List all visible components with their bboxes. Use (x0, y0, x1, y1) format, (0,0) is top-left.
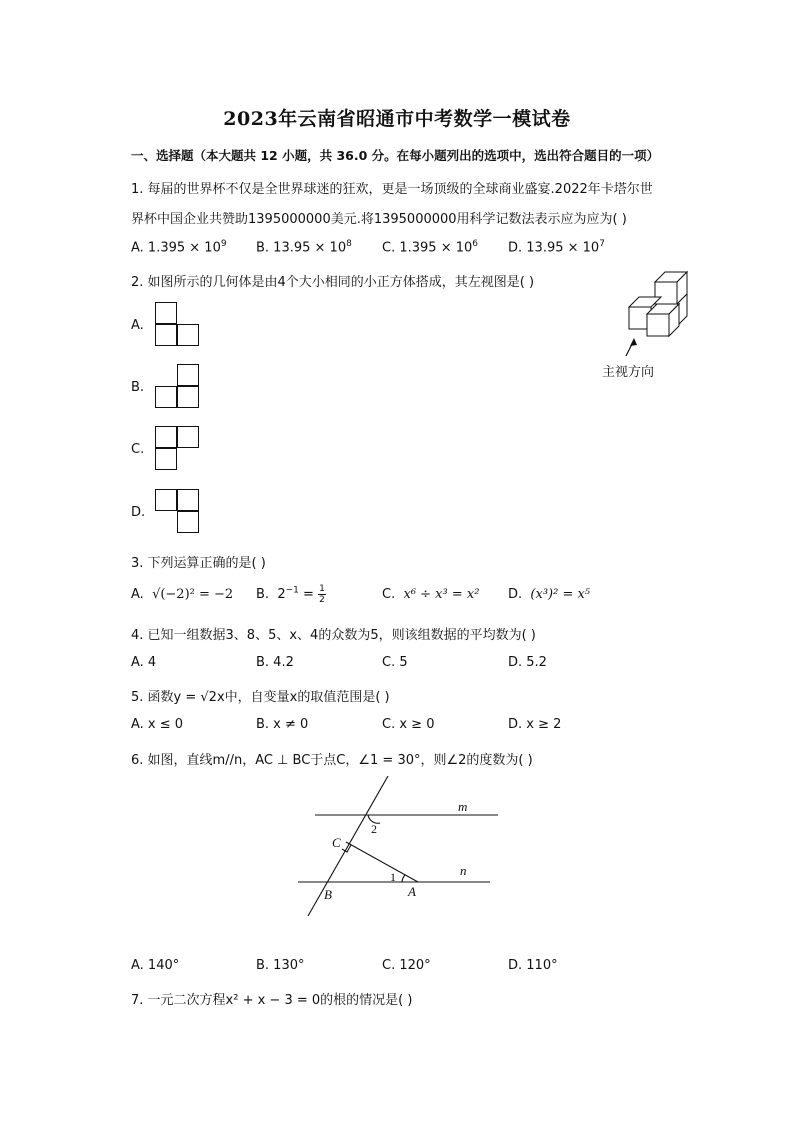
q2-option-c-label: C. (131, 442, 145, 457)
section-heading: 一、选择题（本大题共 12 小题，共 36.0 分。在每小题列出的选项中，选出符合题目的一项） (131, 148, 660, 163)
q6-option-a: A. 140° (131, 958, 180, 973)
q4-option-c: C. 5 (382, 655, 408, 670)
q1-option-d: D. $13.95 \times 10^7$ (508, 239, 605, 256)
q2-figure-caption: 主视方向 (602, 365, 655, 380)
q3-option-c: C. x⁶ ÷ x³ = x² (382, 587, 480, 602)
label-angle-1: 1 (390, 870, 396, 884)
label-angle-2: 2 (371, 822, 377, 836)
q2-option-d-label: D. (131, 505, 146, 520)
q5-option-c: C. x ≥ 0 (382, 717, 435, 732)
q4-text: 4. 已知一组数据3、8、5、x、4的众数为5，则该组数据的平均数为( ) (131, 628, 536, 643)
q5-option-b: B. x ≠ 0 (256, 717, 309, 732)
q1-option-b: B. $13.95 \times 10^8$ (256, 239, 352, 256)
q1-line2: 界杯中国企业共赞助1395000000美元.将1395000000用科学记数法表示应为应为( ) (131, 212, 627, 227)
q3-text: 3. 下列运算正确的是( ) (131, 556, 266, 571)
q2-option-a-label: A. (131, 318, 144, 333)
q6-option-c: C. 120° (382, 958, 431, 973)
q3-option-a: A. √(−2)² = −2 (131, 587, 234, 602)
q5-option-d: D. x ≥ 2 (508, 717, 562, 732)
label-n: n (460, 863, 467, 878)
q1-option-c: C. $1.395 \times 10^6$ (382, 239, 478, 256)
q6-option-b: B. 130° (256, 958, 305, 973)
page-title: 2023年云南省昭通市中考数学一模试卷 (223, 108, 571, 130)
label-m: m (458, 799, 468, 814)
q6-option-d: D. 110° (508, 958, 558, 973)
label-c: C (332, 835, 341, 850)
q1-option-a: A. $1.395 \times 10^9$ (131, 239, 227, 256)
label-b: B (324, 887, 332, 902)
q5-option-a: A. x ≤ 0 (131, 717, 184, 732)
q4-option-d: D. 5.2 (508, 655, 547, 670)
q2-option-c-figure (155, 426, 203, 474)
q1-line1: 1. 每届的世界杯不仅是全世界球迷的狂欢，更是一场顶级的全球商业盛宴.2022年卡塔尔世 (131, 182, 653, 197)
view-direction-arrow-icon (620, 334, 650, 360)
q4-option-b: B. 4.2 (256, 655, 294, 670)
q6-geometry-figure (290, 776, 505, 921)
q3-option-d: D. (x³)² = x⁵ (508, 587, 591, 602)
q2-option-b-figure (155, 364, 203, 412)
q2-option-b-label: B. (131, 380, 145, 395)
q6-text: 6. 如图，直线m//n，AC ⊥ BC于点C，∠1 = 30°，则∠2的度数为( ) (131, 753, 533, 768)
q7-text: 7. 一元二次方程x² + x − 3 = 0的根的情况是( ) (131, 993, 413, 1008)
q3-option-b: B. $2^{-1}$ = $\frac{1}{2}$ (256, 584, 325, 605)
q4-option-a: A. 4 (131, 655, 157, 670)
q5-text: 5. 函数y = √2x中，自变量x的取值范围是( ) (131, 690, 390, 705)
q2-text: 2. 如图所示的几何体是由4个大小相同的小正方体搭成，其左视图是( ) (131, 275, 535, 290)
label-a: A (408, 884, 416, 899)
q2-option-d-figure (155, 489, 203, 537)
q2-option-a-figure (155, 302, 203, 350)
